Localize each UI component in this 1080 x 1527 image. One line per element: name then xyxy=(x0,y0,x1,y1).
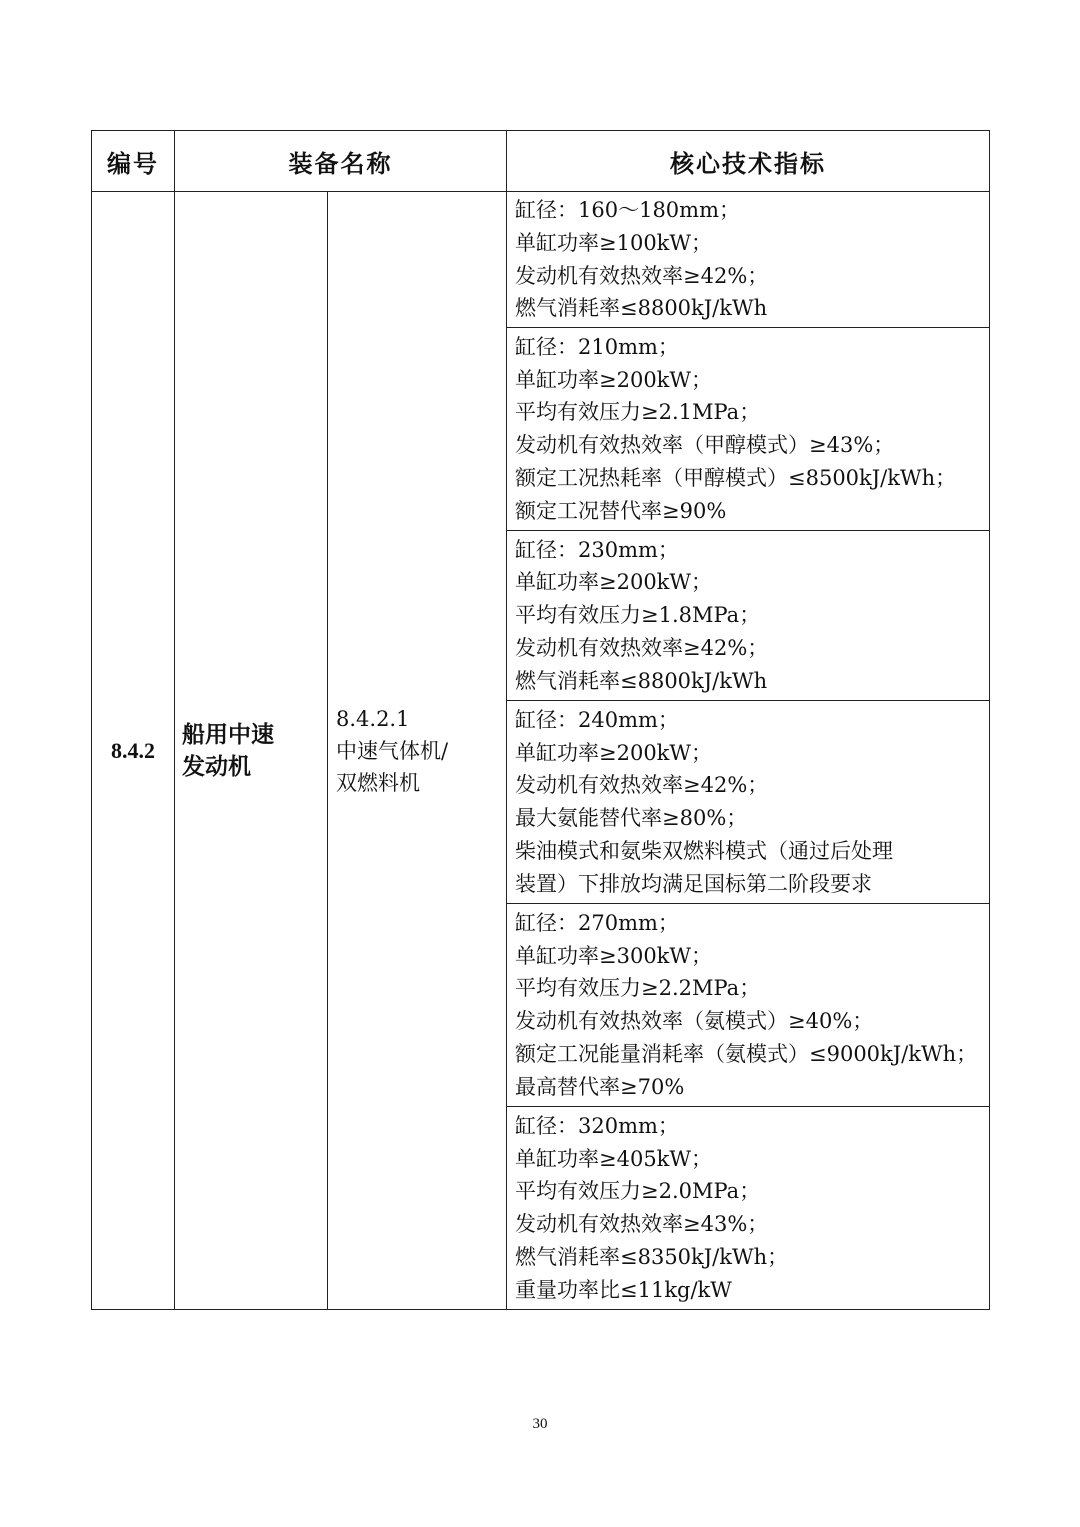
equipment-category-name xyxy=(175,192,328,1310)
category-line: 船用中速 xyxy=(182,721,274,748)
spec-line: 额定工况热耗率（甲醇模式）≤8500kJ/kWh； xyxy=(515,465,957,490)
spec-cell xyxy=(507,701,990,904)
spec-line: 单缸功率≥300kW； xyxy=(515,943,712,968)
spec-line: 柴油模式和氨柴双燃料模式（通过后处理 xyxy=(515,838,893,863)
spec-line: 燃气消耗率≤8350kJ/kWh； xyxy=(515,1244,789,1269)
spec-line: 平均有效压力≥2.0MPa； xyxy=(515,1179,761,1204)
spec-cell xyxy=(507,904,990,1107)
page-number: 30 xyxy=(532,1416,548,1432)
header-name: 装备名称 xyxy=(175,131,507,192)
spec-line: 平均有效压力≥2.2MPa； xyxy=(515,976,761,1001)
category-line: 发动机 xyxy=(182,753,251,780)
spec-line: 缸径：240mm； xyxy=(515,707,679,732)
spec-line: 最大氨能替代率≥80%； xyxy=(515,806,748,831)
spec-line: 发动机有效热效率（甲醇模式）≥43%； xyxy=(515,433,895,458)
spec-line: 燃气消耗率≤8800kJ/kWh xyxy=(515,668,768,693)
spec-line: 发动机有效热效率≥42%； xyxy=(515,263,769,288)
spec-line: 最高替代率≥70% xyxy=(515,1074,685,1099)
spec-line: 缸径：230mm； xyxy=(515,537,679,562)
spec-line: 缸径：270mm； xyxy=(515,910,679,935)
sub-code: 8.4.2.1 xyxy=(336,706,410,731)
spec-line: 额定工况能量消耗率（氨模式）≤9000kJ/kWh； xyxy=(515,1041,978,1066)
equipment-code: 8.4.2 xyxy=(92,192,175,1310)
spec-table xyxy=(91,130,990,1310)
sub-name-line: 双燃料机 xyxy=(336,770,420,795)
spec-line: 单缸功率≥200kW； xyxy=(515,367,712,392)
spec-line: 发动机有效热效率≥42%； xyxy=(515,636,769,661)
sub-name-line: 中速气体机/ xyxy=(336,738,449,763)
spec-cell xyxy=(507,1107,990,1310)
header-spec: 核心技术指标 xyxy=(507,131,990,192)
spec-line: 缸径：320mm； xyxy=(515,1113,679,1138)
table-row xyxy=(92,192,990,328)
spec-line: 单缸功率≥200kW； xyxy=(515,740,712,765)
spec-cell xyxy=(507,328,990,531)
spec-line: 平均有效压力≥1.8MPa； xyxy=(515,603,761,628)
header-code: 编号 xyxy=(92,131,175,192)
spec-line: 缸径：210mm； xyxy=(515,334,679,359)
spec-line: 装置）下排放均满足国标第二阶段要求 xyxy=(515,871,872,896)
spec-line: 燃气消耗率≤8800kJ/kWh xyxy=(515,296,768,321)
spec-line: 额定工况替代率≥90% xyxy=(515,498,727,523)
spec-cell xyxy=(507,531,990,701)
equipment-sub-name xyxy=(328,192,507,1310)
spec-line: 发动机有效热效率≥42%； xyxy=(515,773,769,798)
spec-cell xyxy=(507,192,990,328)
header-row xyxy=(92,131,990,192)
spec-line: 发动机有效热效率≥43%； xyxy=(515,1212,769,1237)
spec-line: 单缸功率≥100kW； xyxy=(515,230,712,255)
spec-line: 缸径：160～180mm； xyxy=(515,198,740,222)
spec-line: 单缸功率≥405kW； xyxy=(515,1146,712,1171)
spec-line: 发动机有效热效率（氨模式）≥40%； xyxy=(515,1009,874,1034)
spec-line: 单缸功率≥200kW； xyxy=(515,570,712,595)
spec-line: 重量功率比≤11kg/kW xyxy=(515,1277,732,1302)
spec-line: 平均有效压力≥2.1MPa； xyxy=(515,400,761,425)
